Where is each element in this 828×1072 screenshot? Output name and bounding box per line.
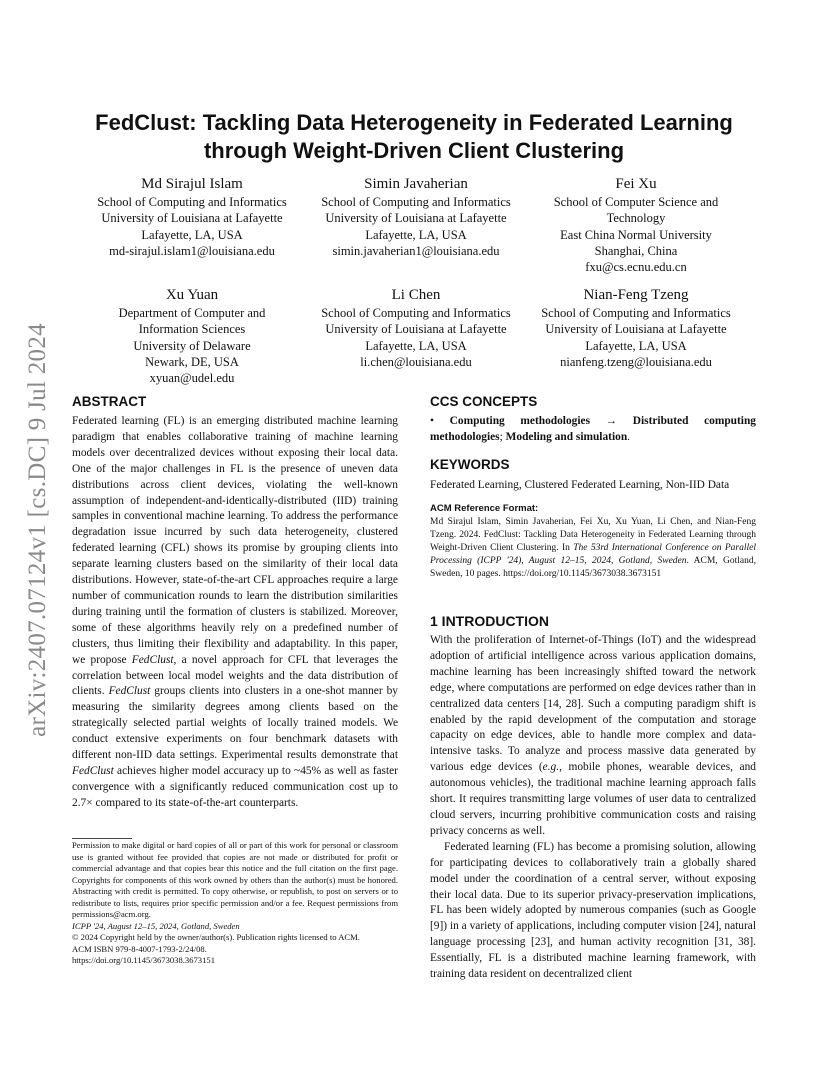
paper-title: FedClust: Tackling Data Heterogeneity in Federated Learning through Weight-Driven Client Clustering [95,110,733,163]
author-card: Nian-Feng Tzeng School of Computing and Informatics University of Louisiana at Lafayette Lafayette, LA, USA nianfeng.tzeng@louisiana.edu [541,287,731,369]
abstract-body: Federated learning (FL) is an emerging distributed machine learning paradigm that enables collaborative training of machine learning models over decentralized devices without exposing their local data. One of the major challenges in FL is the presence of uneven data distributions across client devices, violating the well-known assumption of independent-and-identically-distributed (IID) training samples in conventional machine learning. To address the performance degradation issue incurred by such data heterogeneity, clustered federated learning (CFL) shows its promise by grouping clients into separate learning clusters based on the similarity of their local data distributions. However, state-of-the-art CFL approaches require a large number of communication rounds to learn the distribution similarities during training until the formation of clusters is stabilized. Moreover, some of these algorithms heavily rely on a predefined number of clusters, thus limiting their flexibility and adaptability. In this paper, we propose FedClust, a novel approach for CFL that leverages the correlation between local model weights and the data distribution of clients. FedClust groups clients into clusters in a one-shot manner by measuring the similarity degrees among clients based on the strategically selected partial weights of locally trained models. We conduct extensive experiments on four benchmark datasets with different non-IID data settings. Experimental results demonstrate that FedClust achieves higher model accuracy up to ~45% as well as faster convergence with a significantly reduced communication cost up to 2.7× compared to its state-of-the-art counterparts. [72,415,398,809]
footnote-rule [72,838,132,839]
ccs-heading: CCS CONCEPTS [430,394,538,409]
abstract-heading: ABSTRACT [72,394,147,409]
introduction-heading: 1 INTRODUCTION [430,613,549,629]
author-card: Fei Xu School of Computer Science and Technology East China Normal University Shanghai, China fxu@cs.ecnu.edu.cn [553,176,719,275]
author-card: Simin Javaherian School of Computing and Informatics University of Louisiana at Lafayette Lafayette, LA, USA simin.javaherian1@louisiana.edu [321,176,511,258]
introduction-body: With the proliferation of Internet-of-Things (IoT) and the widespread adoption of artificial intelligence across various application domains, machine learning has been increasingly shifted toward the network edge, where computations are performed on edge devices rather than in centralized data centers [14, 28]. Such a computing paradigm shift is enabled by the rapid development of the computation and storage capacity on edge devices, able to handle more complex and data-intensive tasks. To analyze and process massive data generated by various edge devices (e.g., mobile phones, wearable devices, and autonomous vehicles), the traditional machine learning approach falls short. It requires transmitting large volumes of user data to centralized cloud servers, incurring prohibitive communication costs and raising privacy concerns as well. Federated learning (FL) has become a promising solution, allowing for participating devices to collaboratively train a globally shared model under the coordination of a central server, without exposing their local data. Due to its superior privacy-preservation implications, FL has been widely adopted by numerous companies (such as Google [9]) in a variety of applications, including computer vision [24], natural language processing [23], and human activity recognition [31, 38]. Essentially, FL is a distributed machine learning framework, with training data resident on decentralized client [430,634,756,981]
ccs-concepts: • Computing methodologies → Distributed computing methodologies; Modeling and simulation. [430,415,757,443]
author-card: Md Sirajul Islam School of Computing and Informatics University of Louisiana at Lafayette Lafayette, LA, USA md-sirajul.islam1@louisiana.edu [97,176,287,258]
author-card: Xu Yuan Department of Computer and Information Sciences University of Delaware Newark, DE, USA xyuan@udel.edu [118,287,266,386]
keywords-text: Federated Learning, Clustered Federated Learning, Non-IID Data [430,479,730,491]
arxiv-stamp: arXiv:2407.07124v1 [cs.DC] 9 Jul 2024 [24,323,51,737]
author-card: Li Chen School of Computing and Informatics University of Louisiana at Lafayette Lafayette, LA, USA li.chen@louisiana.edu [321,287,511,369]
permission-notice: Permission to make digital or hard copies of all or part of this work for personal or classroom use is granted without fee provided that copies are not made or distributed for profit or commercial advantage and that copies bear this notice and the full citation on the first page. Copyrights for components of this work owned by others than the author(s) must be honored. Abstracting with credit is permitted. To copy otherwise, or republish, to post on servers or to redistribute to lists, requires prior specific permission and/or a fee. Request permissions from permissions@acm.org. ICPP '24, August 12–15, 2024, Gotland, Sweden © 2024 Copyright held by the owner/author(s). Publication rights licensed to ACM. ACM ISBN 979-8-4007-1793-2/24/08. https://doi.org/10.1145/3673038.3673151 [72,840,398,965]
acm-reference-heading: ACM Reference Format: [430,503,539,514]
keywords-heading: KEYWORDS [430,457,510,472]
acm-reference-text: Md Sirajul Islam, Simin Javaherian, Fei Xu, Xu Yuan, Li Chen, and Nian-Feng Tzeng. 2024. FedClust: Tackling Data Heterogeneity in Federated Learning through Weight-Driven Client Clustering. In The 53rd International Conference on Parallel Processing (ICPP '24), August 12–15, 2024, Gotland, Sweden. ACM, Gotland, Sweden, 10 pages. https://doi.org/10.1145/3673038.3673151 [430,517,756,579]
